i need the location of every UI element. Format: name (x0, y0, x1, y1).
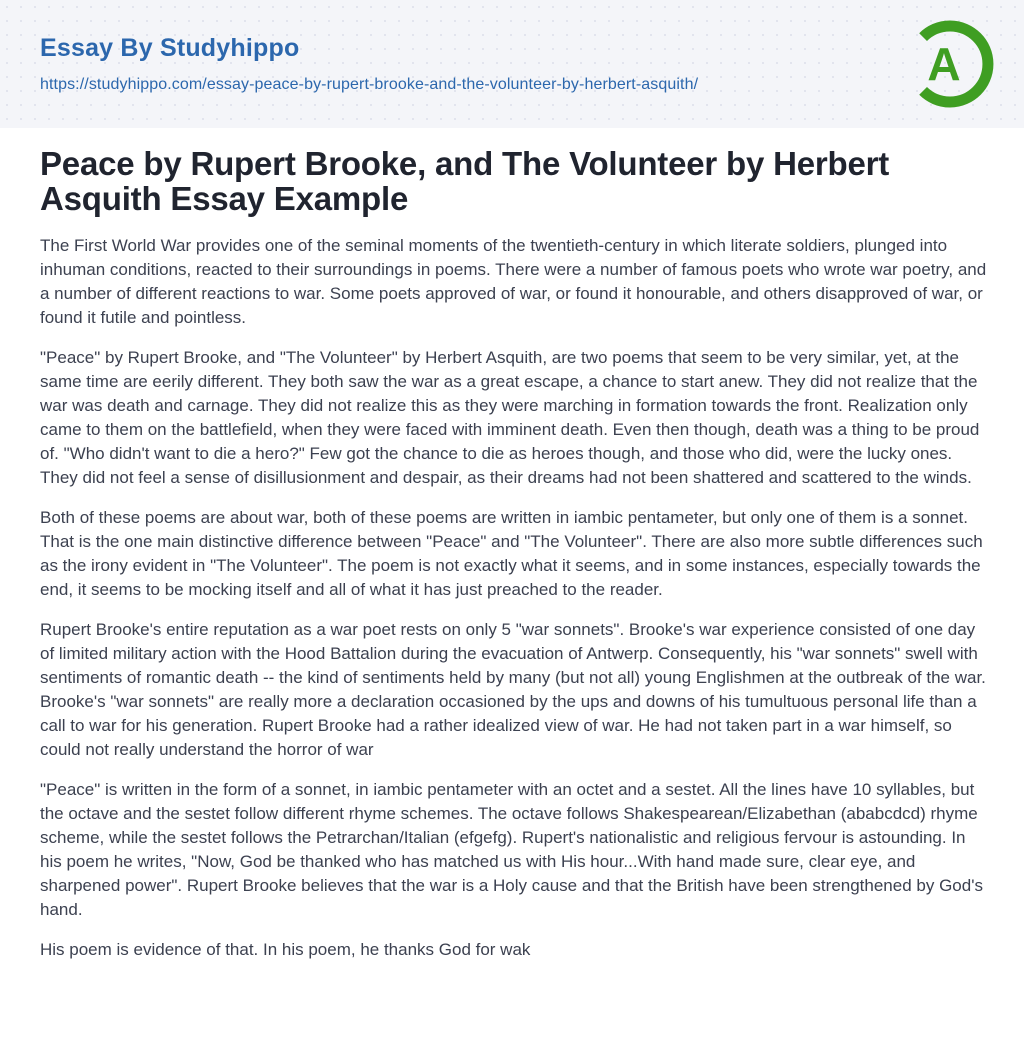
header-text-block (40, 34, 698, 94)
essay-paragraph-2: "Peace" by Rupert Brooke, and "The Volunteer" by Herbert Asquith, are two poems that seem to be very similar, yet, at the same time are eerily different. They both saw the war as a great escape, a chance to start anew. They did not realize that the war was death and carnage. They did not realize this as they were marching in formation towards the front. Realization only came to them on the battlefield, when they were faced with imminent death. Even then though, death was a thing to be proud of. "Who didn't want to die a hero?" Few got the chance to die as heroes though, and those who did, were the lucky ones. They did not feel a sense of disillusionment and despair, as their dreams had not been shattered and scattered to the winds. (40, 348, 980, 488)
essay-content (0, 128, 1024, 962)
page-header (0, 0, 1024, 128)
logo-a-icon (904, 14, 996, 114)
essay-paragraph-6: His poem is evidence of that. In his poem, he thanks God for wak (40, 940, 531, 960)
page-url-link[interactable]: https://studyhippo.com/essay-peace-by-rupert-brooke-and-the-volunteer-by-herbert-asquith/ (40, 76, 699, 93)
logo-letter: A (927, 38, 961, 90)
site-title: Essay By Studyhippo (40, 34, 300, 62)
essay-paragraph-1: The First World War provides one of the seminal moments of the twentieth-century in which literate soldiers, plunged into inhuman conditions, reacted to their surroundings in poems. There were a number of famous poets who wrote war poetry, and a number of different reactions to war. Some poets approved of war, or found it honourable, and others disapproved of war, or found it futile and pointless. (40, 236, 987, 328)
essay-paragraph-3: Both of these poems are about war, both of these poems are written in iambic pentameter, but only one of them is a sonnet. That is the one main distinctive difference between "Peace" and "The Volunteer". There are also more subtle differences such as the irony evident in "The Volunteer". The poem is not exactly what it seems, and in some instances, especially towards the end, it seems to be mocking itself and all of what it has just preached to the reader. (40, 508, 983, 600)
essay-paragraph-5: "Peace" is written in the form of a sonnet, in iambic pentameter with an octet and a sestet. All the lines have 10 syllables, but the octave and the sestet follow different rhyme schemes. The octave follows Shakespearean/Elizabethan (ababcdcd) rhyme scheme, while the sestet follows the Petrarchan/Italian (efgefg). Rupert's nationalistic and religious fervour is astounding. In his poem he writes, "Now, God be thanked who has matched us with His hour...With hand made sure, clear eye, and sharpened power". Rupert Brooke believes that the war is a Holy cause and that the British have been strengthened by God's hand. (40, 780, 983, 920)
essay-title: Peace by Rupert Brooke, and The Volunteer by Herbert Asquith Essay Example (40, 145, 890, 217)
studyhippo-logo[interactable] (904, 14, 996, 114)
essay-paragraph-4: Rupert Brooke's entire reputation as a war poet rests on only 5 "war sonnets". Brooke's war experience consisted of one day of limited military action with the Hood Battalion during the evacuation of Antwerp. Consequently, his "war sonnets" swell with sentiments of romantic death -- the kind of sentiments held by many (but not all) young Englishmen at the outbreak of the war. Brooke's "war sonnets" are really more a declaration occasioned by the ups and downs of his tumultuous personal life than a call to war for his generation. Rupert Brooke had a rather idealized view of war. He had not taken part in a war himself, so could not really understand the horror of war (40, 620, 986, 760)
